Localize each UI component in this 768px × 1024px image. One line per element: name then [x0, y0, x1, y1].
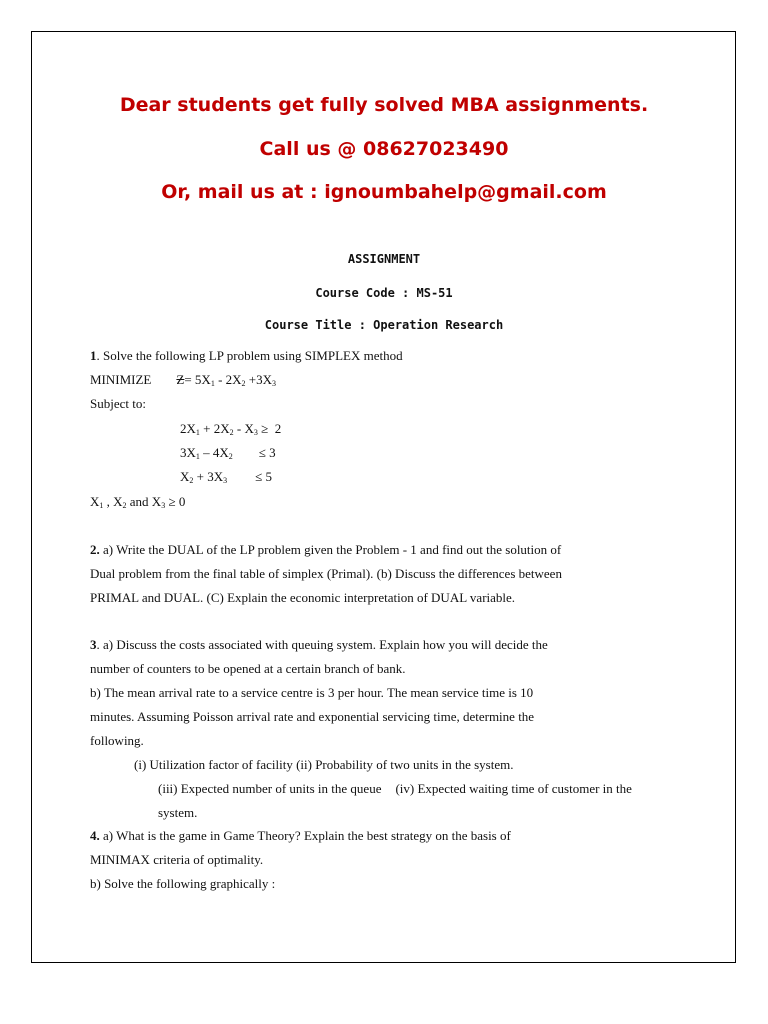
question-4-line-2: MINIMAX criteria of optimality.	[90, 852, 264, 867]
assignment-title: ASSIGNMENT	[347, 252, 421, 266]
question-3-line-2: number of counters to be opened at a certain branch of bank.	[90, 661, 406, 676]
question-3-line-3: b) The mean arrival rate to a service centre is 3 per hour. The mean service time is 10	[90, 685, 534, 700]
question-2-line-3: PRIMAL and DUAL. (C) Explain the economic interpretation of DUAL variable.	[90, 590, 516, 605]
question-3-item-2-cont: system.	[158, 805, 198, 820]
promo-line-1: Dear students get fully solved MBA assignments.	[119, 94, 649, 116]
constraint-3: $X_2 + 3X_3 \le 5$	[180, 469, 273, 485]
question-3-item-1: (i) Utilization factor of facility (ii) Probability of two units in the system.	[134, 757, 514, 772]
question-3-line-1: 3. a) Discuss the costs associated with queuing system. Explain how you will decide the	[90, 637, 548, 652]
question-3-line-4: minutes. Assuming Poisson arrival rate and exponential servicing time, determine the	[90, 709, 535, 724]
question-3-line-5: following.	[90, 733, 144, 748]
question-4-line-1: 4. a) What is the game in Game Theory? Explain the best strategy on the basis of	[90, 828, 511, 843]
promo-line-2: Call us @ 08627023490	[259, 138, 509, 160]
question-1-text: 1. Solve the following LP problem using SIMPLEX method	[90, 348, 403, 363]
subject-to-label: Subject to:	[90, 396, 146, 411]
promo-line-3: Or, mail us at : ignoumbahelp@gmail.com	[161, 181, 607, 203]
question-3-item-2: (iii) Expected number of units in the queue (iv) Expected waiting time of customer in the	[158, 781, 632, 796]
question-4-line-3: b) Solve the following graphically :	[90, 876, 276, 891]
question-2-line-1: 2. a) Write the DUAL of the LP problem given the Problem - 1 and find out the solution of	[90, 542, 562, 557]
objective-function: MINIMIZE $Z= 5X_1 - 2X_2 +3X_3$	[90, 372, 277, 388]
course-title: Course Title : Operation Research	[264, 318, 504, 332]
non-negativity-constraint: $X_1$ , $X_2$ and $X_3 \ge 0$	[90, 494, 186, 510]
constraint-1: $2X_1 + 2X_2 - X_3 \ge 2$	[180, 421, 282, 437]
constraint-2: $3X_1 - 4X_2 \le 3$	[180, 445, 276, 461]
question-2-line-2: Dual problem from the final table of simplex (Primal). (b) Discuss the differences between	[90, 566, 562, 581]
course-code: Course Code : MS-51	[315, 286, 453, 300]
